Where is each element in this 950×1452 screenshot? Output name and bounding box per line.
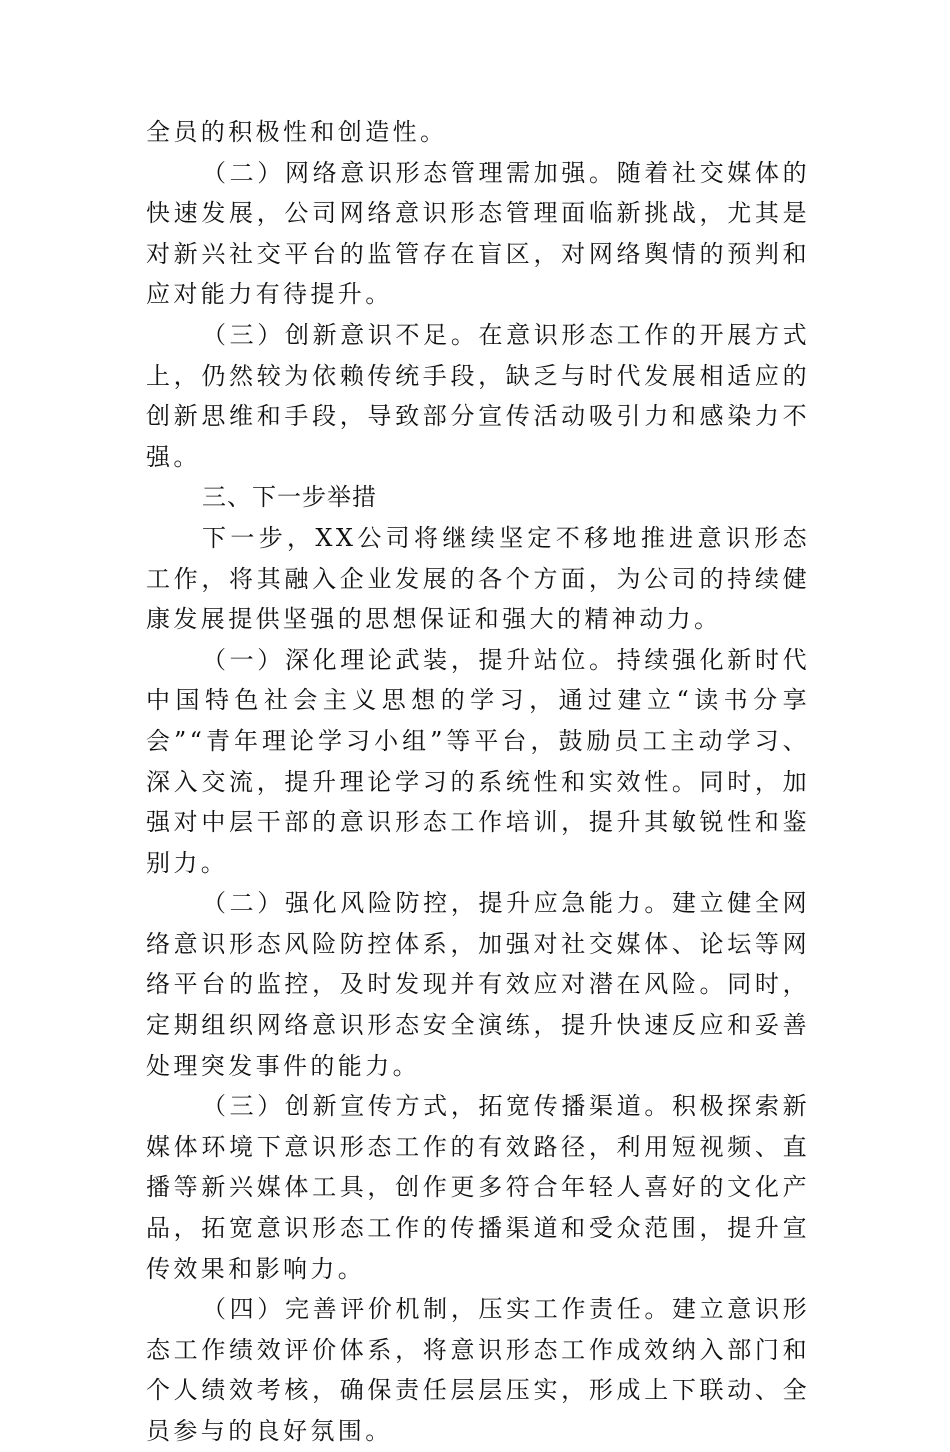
measure-item (146, 1086, 810, 1289)
measure-item (146, 883, 810, 1086)
section-heading: 三、下一步举措 (202, 483, 377, 512)
item-title: （三）创新宣传方式，拓宽传播渠道。 (202, 1092, 672, 1121)
paragraph-text: 在意识形态工作的开展方式上，仍然较为依赖传统手段，缺乏与时代发展相适应的创新思维和手段，导致部分宣传活动吸引力和感染力不强。 (146, 320, 811, 471)
item-title: （三）创新意识不足。 (202, 320, 479, 349)
item-title: （二）网络意识形态管理需加强。 (202, 158, 617, 187)
paragraph-text: 全员的积极性和创造性。 (146, 118, 448, 146)
measure-item (146, 640, 810, 884)
item-title: （四）完善评价机制，压实工作责任。 (202, 1295, 672, 1324)
paragraph-issue-network (146, 153, 810, 315)
document-body (146, 112, 810, 1452)
item-title: （一）深化理论武装，提升站位。 (202, 645, 617, 674)
paragraph-text: 积极探索新媒体环境下意识形态工作的有效路径，利用短视频、直播等新兴媒体工具，创作更多符合年轻人喜好的文化产品，拓宽意识形态工作的传播渠道和受众范围，提升宣传效果和影响力。 (146, 1092, 810, 1283)
item-title: （二）强化风险防控，提升应急能力。 (202, 889, 672, 918)
paragraph-text: 建立健全网络意识形态风险防控体系，加强对社交媒体、论坛等网络平台的监控，及时发现并有效应对潜在风险。同时，定期组织网络意识形态安全演练，提升快速反应和妥善处理突发事件的能力。 (146, 889, 810, 1080)
paragraph-intro: 下一步，XX公司将继续坚定不移地推进意识形态工作，将其融入企业发展的各个方面，为公司的持续健康发展提供坚强的思想保证和强大的精神动力。 (146, 523, 810, 634)
paragraph-continued (146, 112, 810, 153)
paragraph-text: 建立意识形态工作绩效评价体系，将意识形态工作成效纳入部门和个人绩效考核，确保责任层层压实，形成上下联动、全员参与的良好氛围。 (146, 1295, 810, 1445)
paragraph-text: 随着社交媒体的快速发展，公司网络意识形态管理面临新挑战，尤其是对新兴社交平台的监管存在盲区，对网络舆情的预判和应对能力有待提升。 (146, 158, 811, 309)
paragraph-issue-innovation (146, 315, 810, 477)
measure-item (146, 1289, 810, 1451)
paragraph-text: 持续强化新时代中国特色社会主义思想的学习，通过建立“读书分享会”“青年理论学习小组”等平台，鼓励员工主动学习、深入交流，提升理论学习的系统性和实效性。同时，加强对中层干部的意识形态工作培训，提升其敏锐性和鉴别力。 (146, 645, 811, 877)
